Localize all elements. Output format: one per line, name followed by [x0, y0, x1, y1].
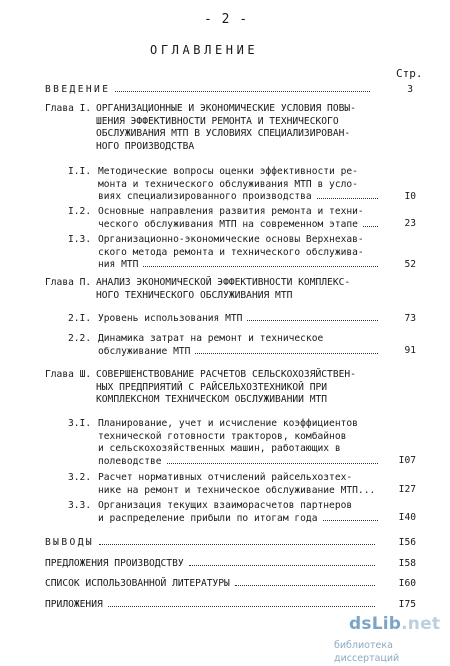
dot-leader — [317, 197, 378, 199]
page-ref: I58 — [398, 558, 416, 569]
section-number: 3.I. — [68, 418, 92, 429]
dot-leader — [108, 605, 375, 607]
toc-chapter-1[interactable] — [96, 103, 426, 153]
page-ref: 91 — [404, 345, 416, 356]
entry-label: ВВЕДЕНИЕ — [45, 84, 111, 95]
section-title-line: Планирование, учет и исчисление коэффициентов — [98, 418, 358, 429]
section-number: I.3. — [68, 234, 92, 245]
entry-label: ПРЕДЛОЖЕНИЯ ПРОИЗВОДСТВУ — [45, 558, 184, 569]
section-title-line: полеводстве — [98, 455, 162, 467]
section-title-line: нике на ремонт и техническое обслуживание МТП... — [98, 484, 376, 496]
section-title-line: ского метода ремонта и технического обслужива- — [98, 246, 364, 258]
dot-leader — [115, 90, 370, 92]
chapter-title-line: НОГО ПРОИЗВОДСТВА — [96, 140, 195, 152]
dot-leader — [167, 462, 378, 464]
entry-label: ВЫВОДЫ — [45, 537, 95, 548]
dot-leader — [247, 319, 378, 321]
entry-label: СПИСОК ИСПОЛЬЗОВАННОЙ ЛИТЕРАТУРЫ — [45, 578, 230, 589]
page-ref: 73 — [404, 313, 416, 324]
toc-chapter-3[interactable] — [96, 369, 426, 407]
page-ref: I56 — [398, 537, 416, 548]
chapter-title-line: ШЕНИЯ ЭФФЕКТИВНОСТИ РЕМОНТА И ТЕХНИЧЕСКОГО — [96, 115, 339, 127]
toc-section-3-2[interactable] — [98, 472, 388, 497]
page-column-header: Стр. — [396, 67, 423, 80]
dot-leader — [189, 564, 375, 566]
dot-leader — [235, 584, 375, 586]
section-number: 2.I. — [68, 313, 92, 324]
section-title-line: Расчет нормативных отчислений райсельхозтех- — [98, 472, 353, 483]
dot-leader — [143, 265, 378, 267]
chapter-label: Глава Ш. — [45, 369, 92, 380]
section-title-line: и сельскохозяйственных машин, работающих в — [98, 443, 341, 455]
page-number: - 2 - — [204, 12, 249, 27]
chapter-label: Глава I. — [45, 103, 92, 114]
chapter-title-line: ОРГАНИЗАЦИОННЫЕ И ЭКОНОМИЧЕСКИЕ УСЛОВИЯ ПОВЫ- — [96, 103, 356, 114]
toc-section-1-2[interactable] — [98, 206, 383, 231]
section-title-line: Уровень использования МТП — [98, 313, 243, 324]
toc-section-3-3[interactable] — [98, 500, 383, 525]
toc-entry-conclusions[interactable] — [45, 537, 380, 550]
chapter-title-line: АНАЛИЗ ЭКОНОМИЧЕСКОЙ ЭФФЕКТИВНОСТИ КОМПЛЕКС- — [96, 277, 351, 288]
toc-section-2-2[interactable] — [98, 333, 383, 358]
page-ref: I07 — [398, 455, 416, 466]
page-ref: I40 — [398, 512, 416, 523]
chapter-title-line: СОВЕРШЕНСТВОВАНИЕ РАСЧЕТОВ СЕЛЬСКОХОЗЯЙСТВЕН- — [96, 369, 356, 380]
section-title-line: Основные направления развития ремонта и техни- — [98, 206, 364, 217]
watermark-caption: библиотека диссертаций — [334, 640, 400, 664]
section-number: 2.2. — [68, 333, 92, 344]
toc-section-2-1[interactable] — [98, 313, 383, 326]
section-title-line: Динамика затрат на ремонт и техническое — [98, 333, 324, 344]
section-number: 3.3. — [68, 500, 92, 511]
toc-entry-appendices[interactable] — [45, 599, 380, 612]
entry-label: ПРИЛОЖЕНИЯ — [45, 599, 103, 610]
section-number: 3.2. — [68, 472, 92, 483]
dot-leader — [195, 352, 378, 354]
section-title-line: монта и технического обслуживания МТП в усло- — [98, 178, 358, 190]
page-ref: I75 — [398, 599, 416, 610]
section-title-line: ния МТП — [98, 259, 139, 271]
chapter-title-line: НОГО ТЕХНИЧЕСКОГО ОБСЛУЖИВАНИЯ МТП — [96, 289, 293, 301]
section-title-line: и распределение прибыли по итогам года — [98, 512, 318, 524]
page-ref: 23 — [404, 218, 416, 229]
page-ref: I0 — [404, 191, 416, 202]
dot-leader — [363, 225, 378, 227]
toc-section-1-3[interactable] — [98, 234, 383, 272]
page-title: ОГЛАВЛЕНИЕ — [150, 43, 259, 57]
chapter-title-line: НЫХ ПРЕДПРИЯТИЙ С РАЙСЕЛЬХОЗТЕХНИКОЙ ПРИ — [96, 381, 328, 393]
chapter-label: Глава П. — [45, 277, 92, 288]
page-ref: I60 — [398, 578, 416, 589]
watermark-logo: dsLib.net — [349, 614, 441, 634]
section-number: I.I. — [68, 166, 92, 177]
toc-section-3-1[interactable] — [98, 418, 383, 468]
section-title-line: виях специализированного производства — [98, 191, 312, 203]
chapter-title-line: ОБСЛУЖИВАНИЯ МТП В УСЛОВИЯХ СПЕЦИАЛИЗИРОВАН- — [96, 128, 351, 140]
toc-entry-references[interactable] — [45, 578, 380, 591]
page-ref: 3 — [407, 84, 413, 95]
page-ref: 52 — [404, 259, 416, 270]
page-ref: I27 — [398, 484, 416, 495]
chapter-title-line: КОМПЛЕКСНОМ ТЕХНИЧЕСКОМ ОБСЛУЖИВАНИИ МТП — [96, 394, 328, 406]
dot-leader — [99, 543, 375, 545]
section-title-line: Организационно-экономические основы Верхнехав- — [98, 234, 364, 245]
toc-entry-introduction[interactable] — [45, 84, 375, 97]
section-title-line: Организация текущих взаиморасчетов партнеров — [98, 500, 353, 511]
section-title-line: обслуживание МТП — [98, 345, 191, 357]
toc-chapter-2[interactable] — [96, 277, 426, 302]
toc-entry-proposals[interactable] — [45, 558, 380, 571]
section-title-line: ческого обслуживания МТП на современном этапе — [98, 218, 358, 230]
section-number: I.2. — [68, 206, 92, 217]
toc-section-1-1[interactable] — [98, 166, 383, 204]
section-title-line: технической готовности тракторов, комбайнов — [98, 430, 347, 442]
dot-leader — [323, 519, 379, 521]
section-title-line: Методические вопросы оценки эффективности ре- — [98, 166, 358, 177]
